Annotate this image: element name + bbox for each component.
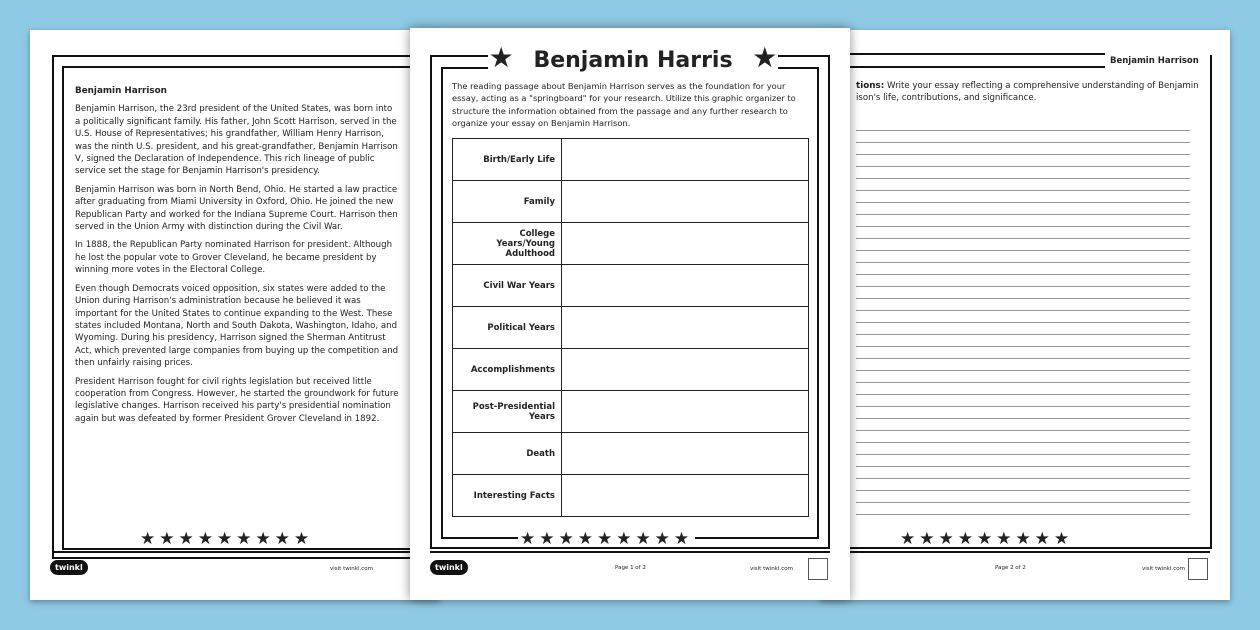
table-row [453,307,809,349]
row-label: Post-Presidential Years [453,391,562,433]
graphic-organizer-table [452,138,809,517]
row-label: Death [453,433,562,475]
answer-cell[interactable] [562,265,809,307]
quality-badge-icon [808,558,828,580]
answer-cell[interactable] [562,433,809,475]
answer-cell[interactable] [562,181,809,223]
writing-lines[interactable] [856,130,1190,520]
answer-cell[interactable] [562,391,809,433]
directions-text: Write your essay reflecting a comprehensive understanding of Benjamin [884,81,1199,91]
star-row-icon: ★★★★★★★★★ [520,529,694,549]
worksheet-page-organizer [410,28,850,600]
row-label: Political Years [453,307,562,349]
worksheet-page-passage [30,30,440,600]
directions-label: tions: [856,81,885,91]
table-row [453,223,809,265]
title-bar [488,42,778,77]
intro-text: The reading passage about Benjamin Harrison serves as the foundation for your essay, acting as a "springboard" for your research. Utilize this graphic organizer to structure the information obtained from the passage and any further research to organize your essay on Benjamin Harrison. [452,81,796,129]
passage [75,85,400,431]
row-label: College Years/Young Adulthood [453,223,562,265]
passage-heading: Benjamin Harrison [75,86,167,96]
paragraph: Even though Democrats voiced opposition, six states were added to the Union during Harrison's administration because he believed it was important for the United States to continue expanding to the West. These states included Montana, North and South Dakota, Washington, Idaho, and Wyoming. During his presidency, Harrison signed the Sherman Antitrust Act, which prevented large companies from buying up the competition and then unfairly raising prices. [75,283,399,369]
star-row-icon: ★★★★★★★★★ [140,529,314,549]
table-row [453,433,809,475]
twinkl-logo: twinkl [430,560,468,575]
answer-cell[interactable] [562,307,809,349]
quality-badge-icon [1188,558,1208,580]
table-row [453,265,809,307]
footer-link[interactable]: visit twinkl.com [1142,566,1185,572]
paragraph: In 1888, the Republican Party nominated Harrison for president. Although he lost the popular vote to Grover Cleveland, he became president by winning more votes in the Electoral College. [75,240,393,276]
paragraph: Benjamin Harrison was born in North Bend, Ohio. He started a law practice after graduating from Miami University in Oxford, Ohio. He joined the new Republican Party and worked for the Indiana Supreme Court. Harrison then served in the Union Army with distinction during the Civil War. [75,184,398,233]
row-label: Family [453,181,562,223]
answer-cell[interactable] [562,223,809,265]
worksheet-page-essay [820,30,1230,600]
answer-cell[interactable] [562,139,809,181]
footer-divider [430,551,830,553]
footer-link[interactable]: visit twinkl.com [750,566,793,572]
footer-link[interactable]: visit twinkl.com [330,566,373,572]
table-row [453,181,809,223]
table-row [453,349,809,391]
row-label: Accomplishments [453,349,562,391]
page-header: Benjamin Harrison [1110,56,1199,66]
footer-divider [820,551,1210,553]
answer-cell[interactable] [562,475,809,517]
page-number: Page 1 of 2 [615,565,646,571]
table-row [453,139,809,181]
table-row [453,391,809,433]
answer-cell[interactable] [562,349,809,391]
twinkl-logo: twinkl [50,560,88,575]
paragraph: President Harrison fought for civil rights legislation but received little cooperation from Congress. However, he started the groundwork for future legislative changes. Harrison received his party's presidential nomination again but was defeated by former President Grover Cleveland in 1892. [75,376,399,424]
table-row [453,475,809,517]
star-icon: ★ [488,41,514,74]
footer-divider [52,551,452,553]
page-number: Page 2 of 2 [995,565,1026,571]
row-label: Birth/Early Life [453,139,562,181]
star-row-icon: ★★★★★★★★★ [900,529,1074,549]
directions-text: ison's life, contributions, and significance. [856,93,1037,104]
paragraph: Benjamin Harrison, the 23rd president of the United States, was born into a politically significant family. His father, John Scott Harrison, served in the U.S. House of Representatives; his grandfather, William Henry Harrison, was the ninth U.S. president, and his great-grandfather, Benjamin Harrison V, signed the Declaration of Independence. This rich lineage of public service set the stage for Benjamin Harrison's presidency. [75,104,398,177]
row-label: Civil War Years [453,265,562,307]
directions [856,80,1201,105]
star-icon: ★ [752,41,778,74]
row-label: Interesting Facts [453,475,562,517]
page-title: Benjamin Harris [533,48,733,73]
